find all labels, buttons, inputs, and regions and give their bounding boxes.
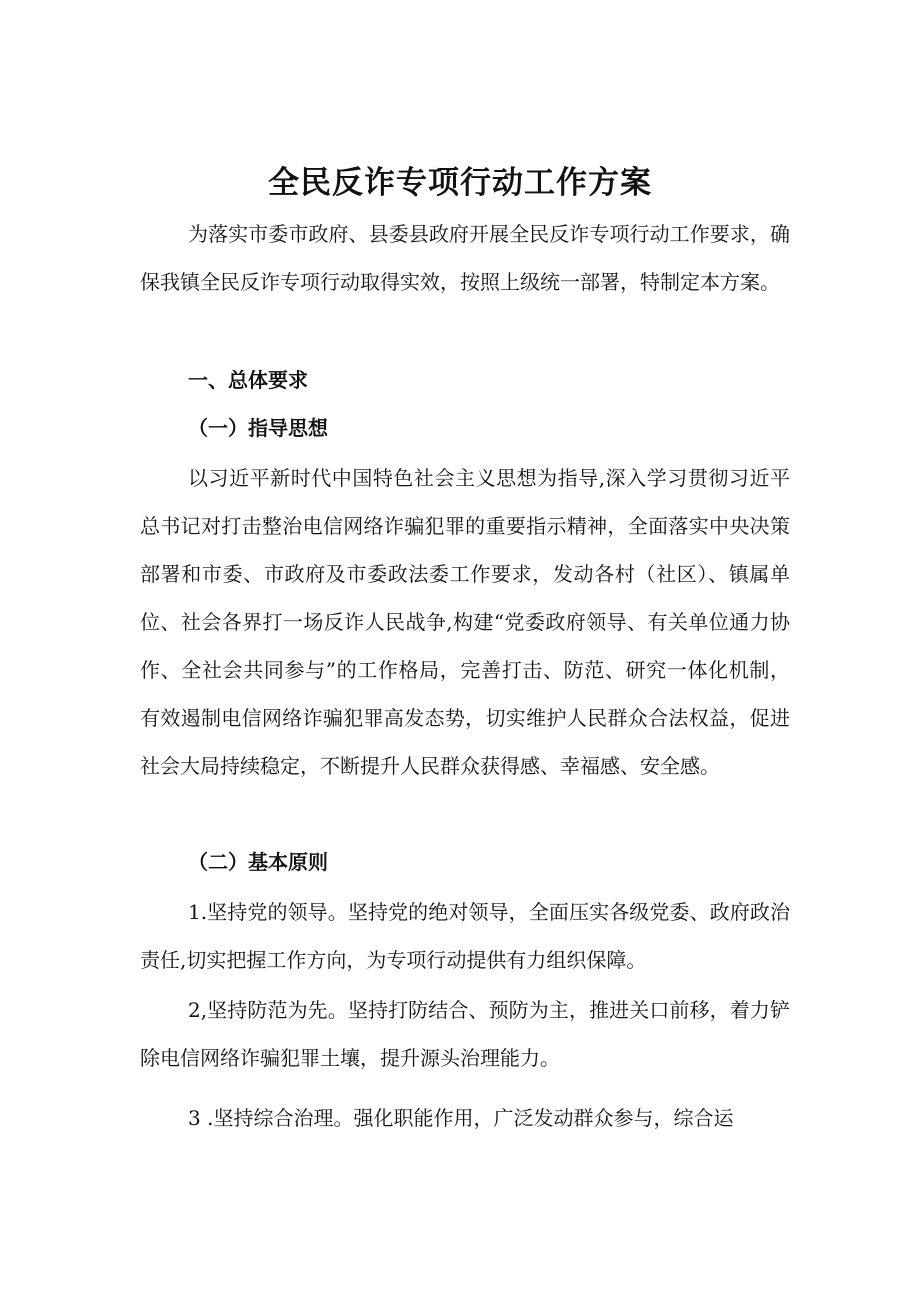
subsection-heading-guiding-ideology: （一）指导思想	[188, 416, 328, 440]
section-heading-general-requirements: 一、总体要求	[188, 368, 308, 392]
document-title: 全民反诈专项行动工作方案	[268, 164, 652, 201]
principle-3-paragraph: 3 .坚持综合治理。强化职能作用，广泛发动群众参与，综合运	[188, 1106, 734, 1130]
principle-1-paragraph: 1.坚持党的领导。坚持党的绝对领导，全面压实各级党委、政府政治责任,切实把握工作方向，为专项行动提供有力组织保障。	[140, 900, 790, 972]
subsection-heading-basic-principles: （二）基本原则	[188, 850, 328, 874]
guiding-ideology-paragraph: 以习近平新时代中国特色社会主义思想为指导,深入学习贯彻习近平总书记对打击整治电信网络诈骗犯罪的重要指示精神，全面落实中央决策部署和市委、市政府及市委政法委工作要求，发动各村（社区）、镇属单位、社会各界打一场反诈人民战争,构建“党委政府领导、有关单位通力协作、全社会共同参与”的工作格局，完善打击、防范、研究一体化机制，有效遏制电信网络诈骗犯罪高发态势，切实维护人民群众合法权益，促进社会大局持续稳定，不断提升人民群众获得感、幸福感、安全感。	[140, 466, 790, 778]
intro-paragraph: 为落实市委市政府、县委县政府开展全民反诈专项行动工作要求，确保我镇全民反诈专项行动取得实效，按照上级统一部署，特制定本方案。	[140, 222, 790, 294]
principle-2-paragraph: 2,坚持防范为先。坚持打防结合、预防为主，推进关口前移，着力铲除电信网络诈骗犯罪土壤，提升源头治理能力。	[140, 998, 790, 1070]
